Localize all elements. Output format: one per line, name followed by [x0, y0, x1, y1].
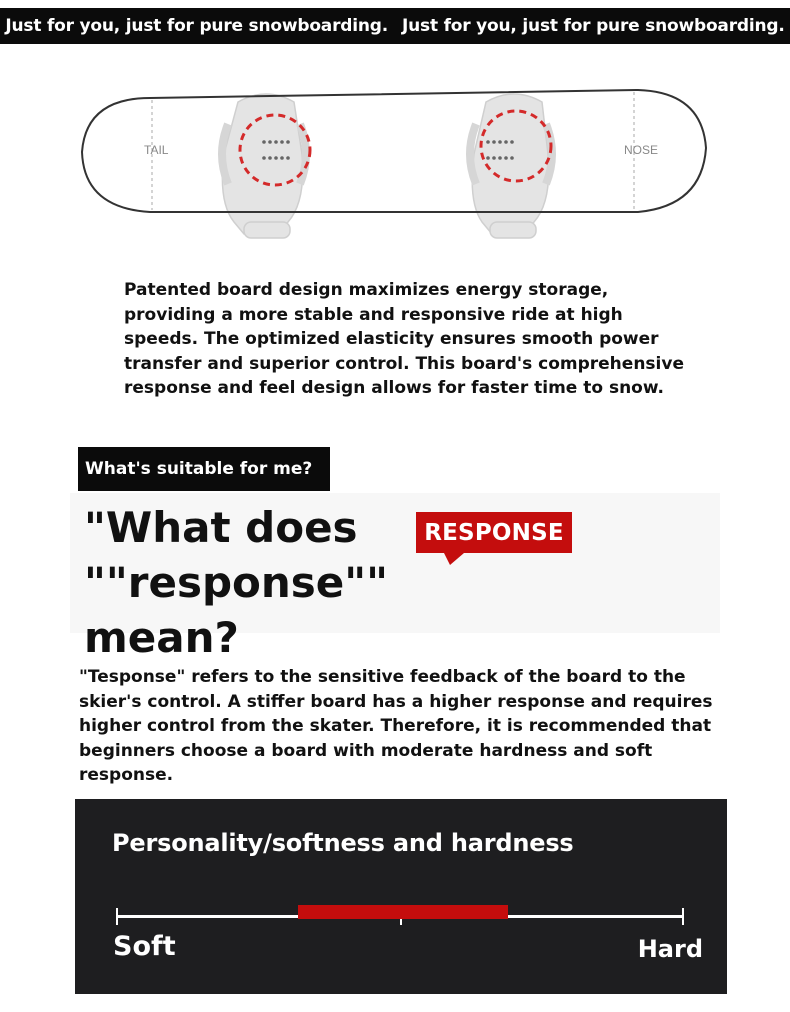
left-binding-icon: [222, 94, 306, 238]
response-explanation: "Tesponse" refers to the sensitive feedback of the board to the skier's control. A stiffer board has a higher response and requires higher control from the skater. Therefore, it is recommended that beginners choose a board with moderate hardness and soft response.: [79, 667, 713, 785]
hard-label: Hard: [637, 935, 703, 963]
right-binding-icon: [470, 94, 552, 238]
nose-label: NOSE: [624, 143, 659, 157]
banner-text-right: Just for you, just for pure snowboarding.: [402, 16, 785, 36]
question-headline: "What does ""response"" mean?: [84, 503, 389, 662]
soft-label: Soft: [113, 931, 176, 962]
product-description: Patented board design maximizes energy storage, providing a more stable and responsive ride at high speeds. The optimized elasticity ensures smooth power transfer and superior control. This board's comprehensive response and feel design allows for faster time to snow.: [124, 280, 684, 398]
hardness-range-bar: [298, 905, 507, 919]
top-banner: [0, 8, 790, 44]
hardness-panel: [75, 799, 727, 994]
tail-label: TAIL: [144, 143, 169, 157]
hardness-title: Personality/softness and hardness: [112, 829, 574, 857]
scale-tick-right: [682, 908, 684, 925]
question-tag: What's suitable for me?: [78, 447, 330, 491]
board-outline: [82, 90, 706, 212]
banner-text-left: Just for you, just for pure snowboarding.: [5, 16, 388, 36]
response-badge: RESPONSE: [416, 512, 572, 553]
snowboard-illustration: [78, 84, 710, 248]
scale-tick-left: [116, 908, 118, 925]
